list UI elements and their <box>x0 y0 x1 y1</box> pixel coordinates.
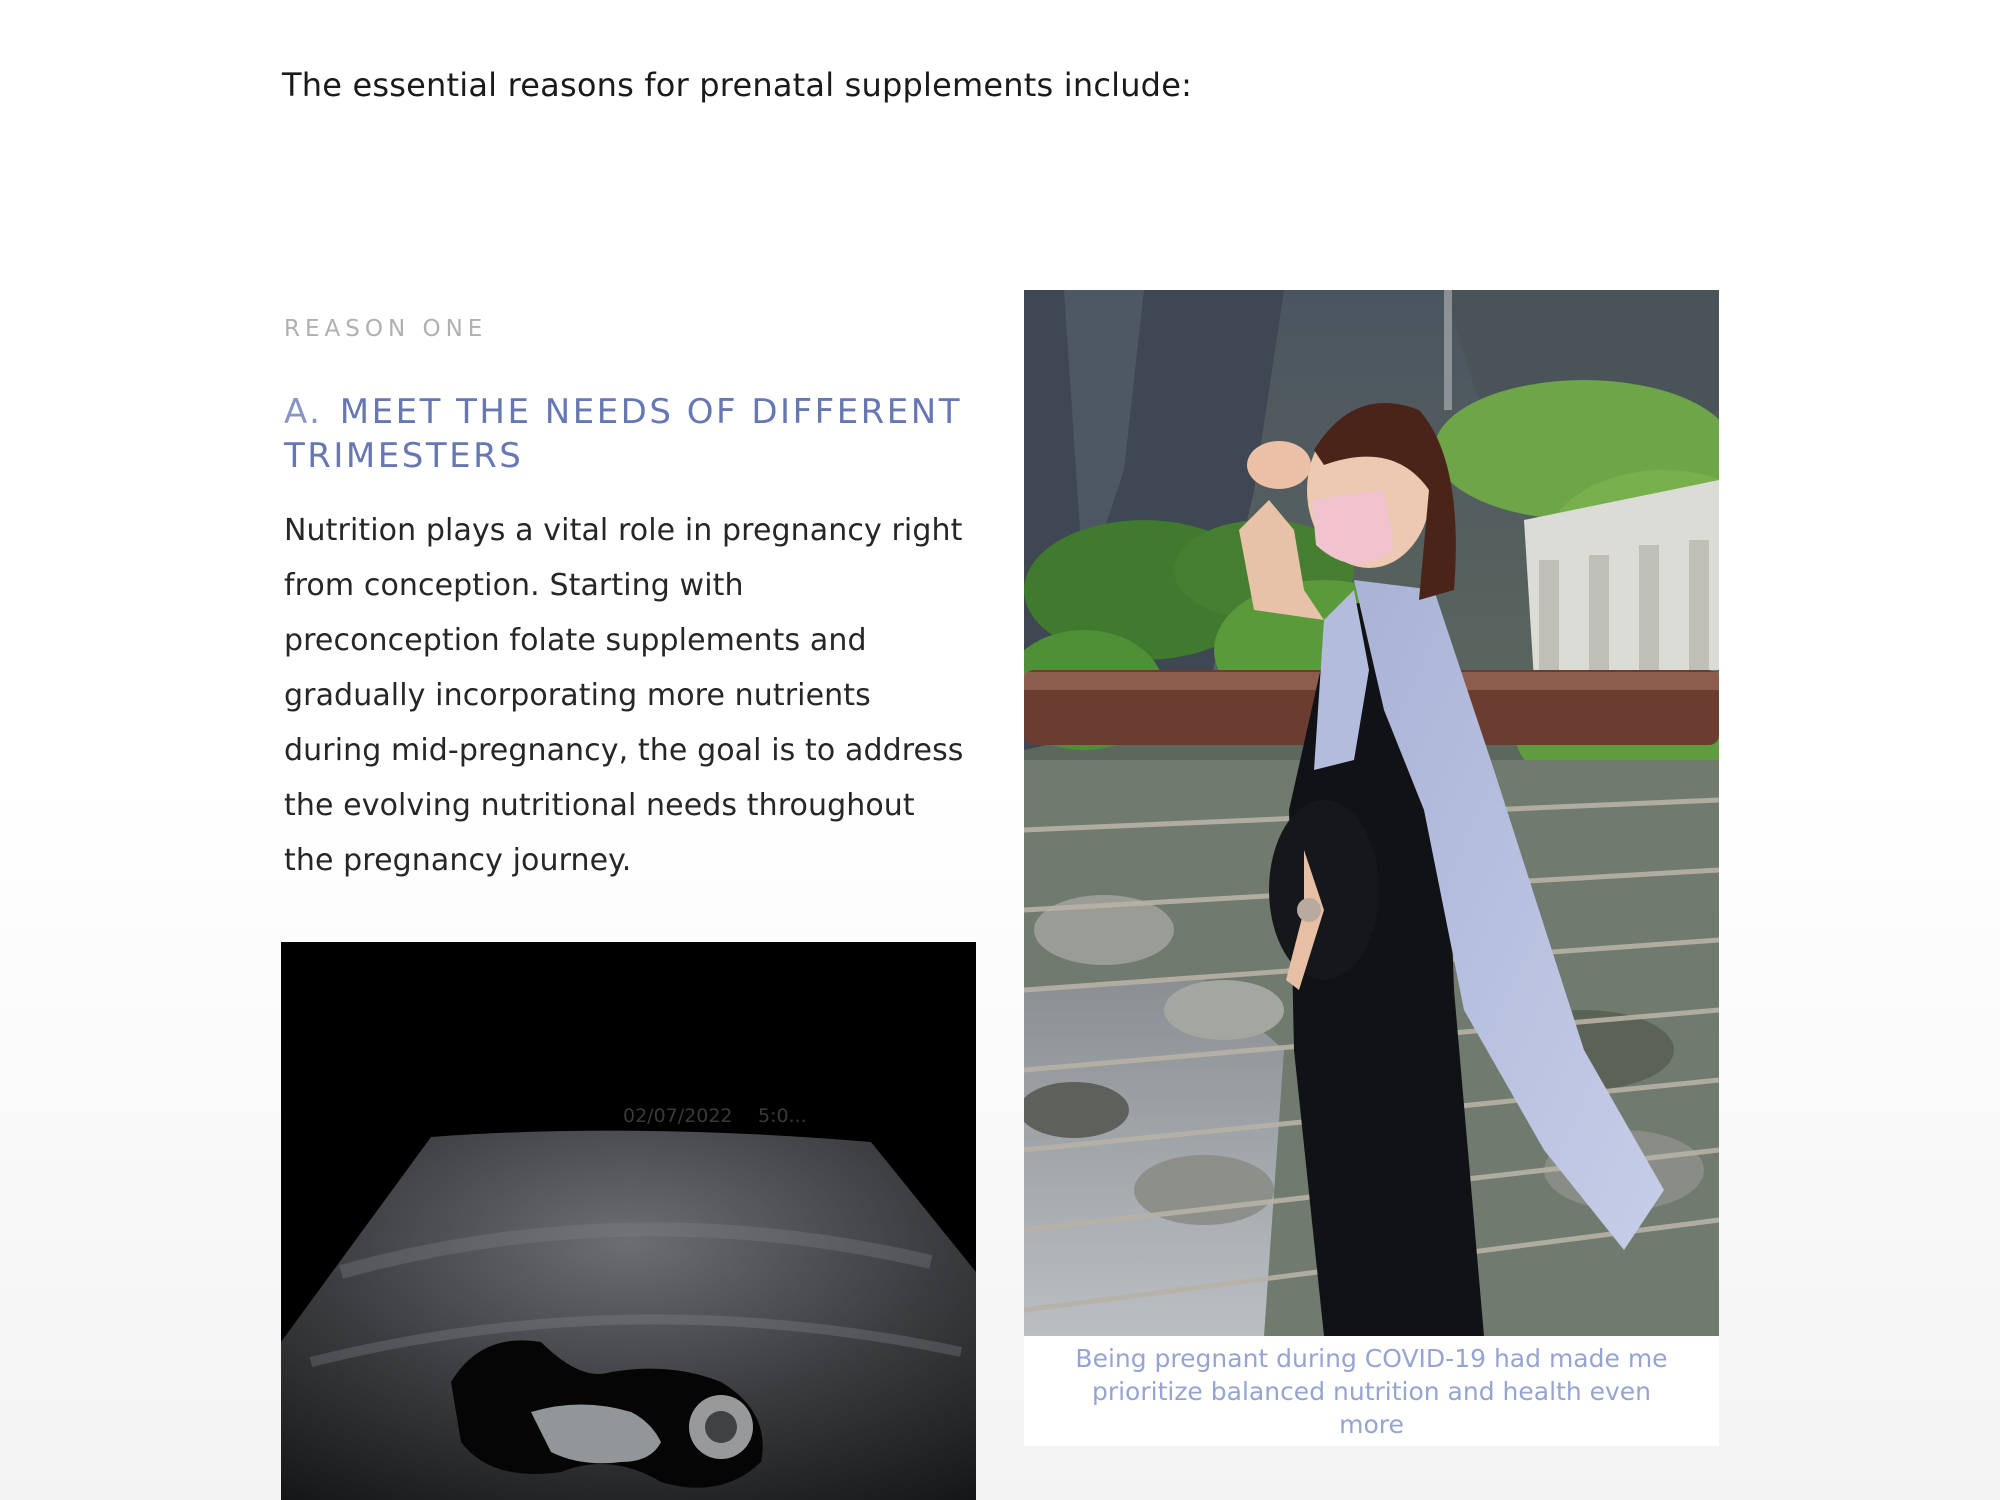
ultrasound-time: 5:0... <box>758 1105 807 1127</box>
ultrasound-scan-graphic <box>281 942 976 1500</box>
ultrasound-photo <box>281 942 976 1500</box>
ultrasound-date: 02/07/2022 <box>623 1105 733 1127</box>
reason-eyebrow: REASON ONE <box>284 316 488 342</box>
photo-caption: Being pregnant during COVID-19 had made me prioritize balanced nutrition and health even more <box>1075 1343 1668 1439</box>
pregnant-woman-photo <box>1024 290 1719 1336</box>
reason-heading-prefix: A. <box>284 392 323 432</box>
pregnant-woman-illustration <box>1024 290 1719 1336</box>
photo-caption-box <box>1024 1336 1719 1446</box>
reason-heading <box>284 390 984 478</box>
reason-heading-title: MEET THE NEEDS OF DIFFERENT TRIMESTERS <box>284 392 962 476</box>
reason-body: Nutrition plays a vital role in pregnancy right from conception. Starting with preconception folate supplements and gradually incorporating more nutrients during mid-pregnancy, the goal is to address the evolving nutritional needs throughout the pregnancy journey. <box>284 513 964 878</box>
intro-text: The essential reasons for prenatal supplements include: <box>282 66 1193 104</box>
